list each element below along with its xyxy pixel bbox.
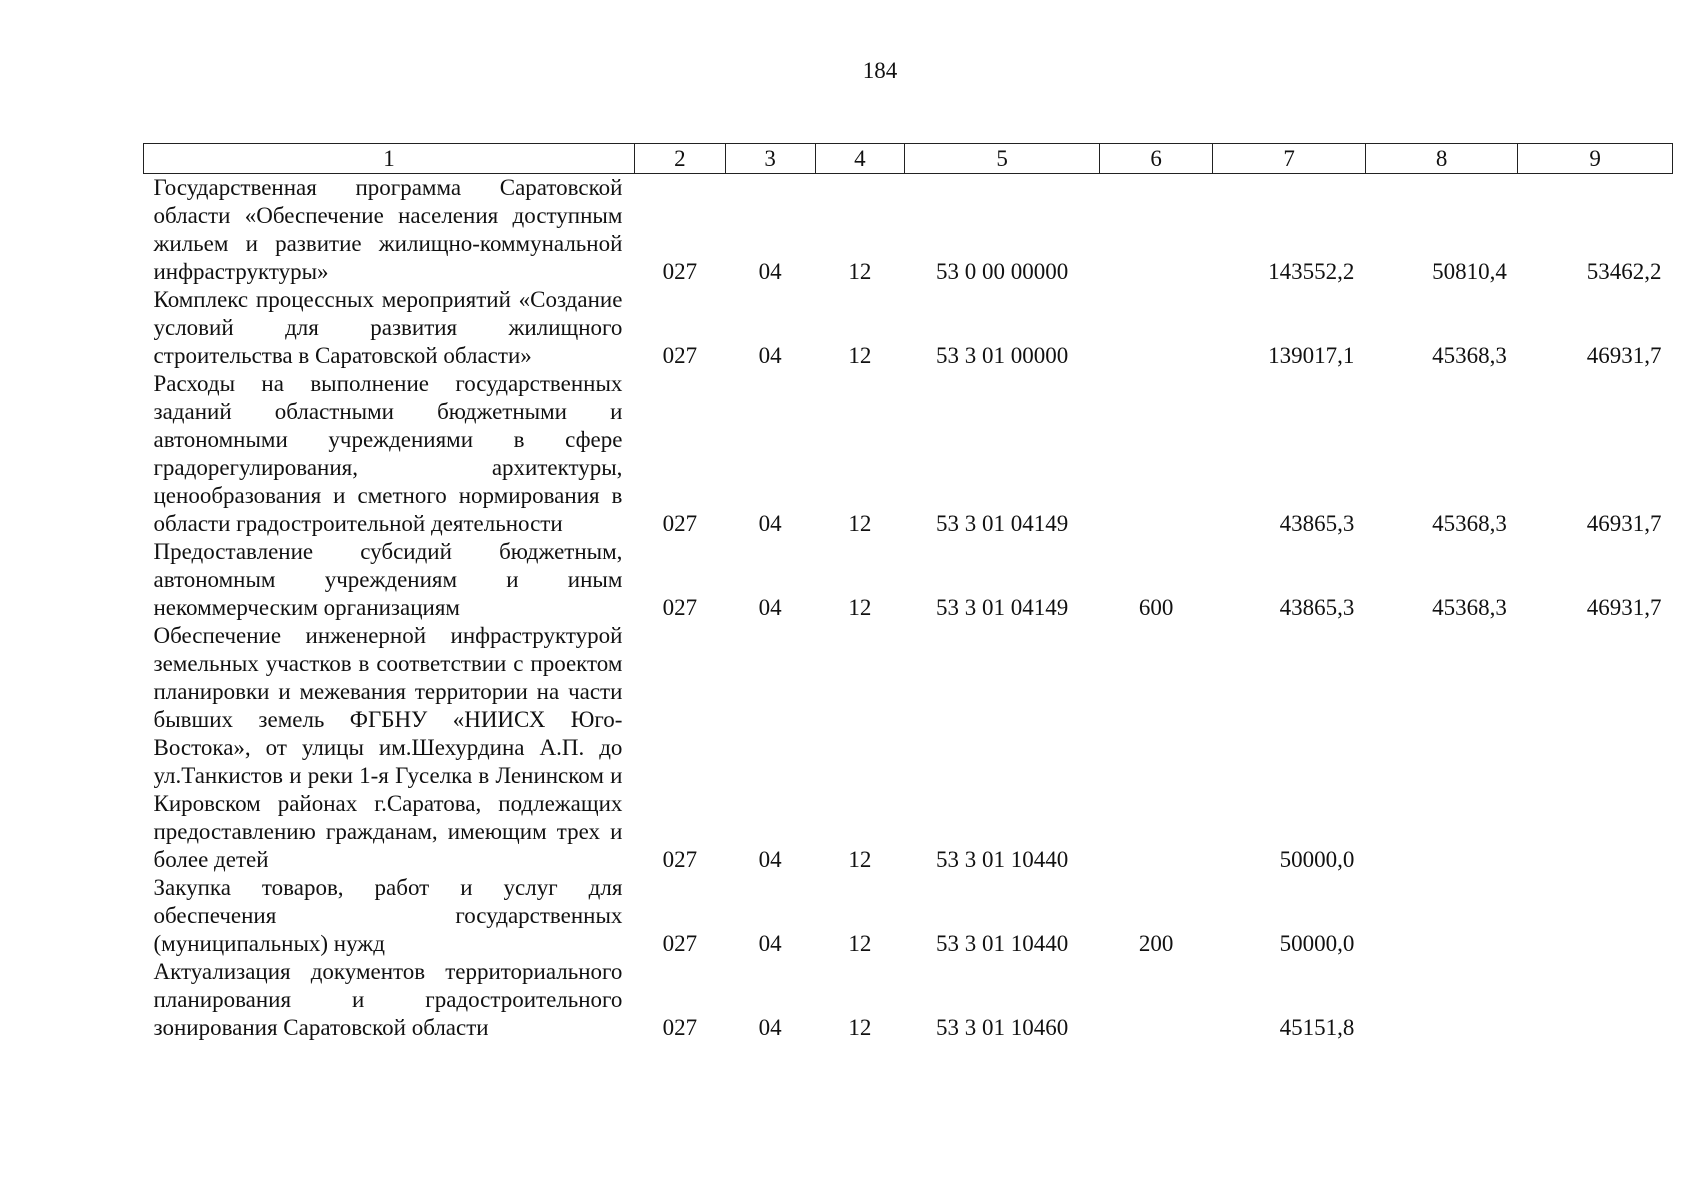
row-ved: 027 bbox=[662, 1015, 698, 1040]
row-amount-2 bbox=[1365, 874, 1517, 958]
row-amount-1: 45151,8 bbox=[1279, 1015, 1355, 1040]
row-amount-1: 139017,1 bbox=[1268, 343, 1355, 368]
row-amount-3: 46931,7 bbox=[1586, 343, 1662, 368]
row-pr: 12 bbox=[848, 343, 872, 368]
row-vr bbox=[1099, 370, 1213, 538]
row-name: Комплекс процессных мероприятий «Создание условий для развития жилищного строительства в Саратовской области» bbox=[153, 287, 623, 368]
row-vr bbox=[1099, 174, 1213, 287]
row-ved: 027 bbox=[662, 931, 698, 956]
row-name: Предоставление субсидий бюджетным, автономным учреждениям и иным некоммерческим организациям bbox=[153, 539, 623, 620]
table-row bbox=[144, 874, 1673, 958]
row-amount-1: 43865,3 bbox=[1279, 595, 1355, 620]
row-pr: 12 bbox=[848, 847, 872, 872]
row-amount-3 bbox=[1518, 958, 1673, 1042]
header-col-7: 7 bbox=[1213, 144, 1365, 174]
table-row bbox=[144, 174, 1673, 287]
row-amount-3 bbox=[1518, 874, 1673, 958]
header-col-6: 6 bbox=[1099, 144, 1213, 174]
row-csr: 53 3 01 04149 bbox=[935, 595, 1069, 620]
header-col-5: 5 bbox=[905, 144, 1100, 174]
row-rz: 04 bbox=[758, 511, 782, 536]
row-csr: 53 0 00 00000 bbox=[935, 259, 1069, 284]
row-amount-3 bbox=[1518, 622, 1673, 874]
header-col-2: 2 bbox=[634, 144, 725, 174]
row-vr bbox=[1099, 958, 1213, 1042]
row-rz: 04 bbox=[758, 1015, 782, 1040]
row-amount-1: 50000,0 bbox=[1279, 931, 1355, 956]
header-col-9: 9 bbox=[1518, 144, 1673, 174]
page-number: 184 bbox=[862, 58, 898, 83]
table-header bbox=[144, 144, 1673, 174]
row-amount-2 bbox=[1365, 958, 1517, 1042]
row-amount-2: 45368,3 bbox=[1432, 595, 1507, 620]
row-ved: 027 bbox=[662, 343, 698, 368]
row-csr: 53 3 01 04149 bbox=[935, 511, 1069, 536]
row-ved: 027 bbox=[662, 511, 698, 536]
row-name: Государственная программа Саратовской области «Обеспечение населения доступным жильем и развитие жилищно-коммунальной инфраструктуры» bbox=[153, 175, 623, 284]
header-col-4: 4 bbox=[815, 144, 905, 174]
row-vr: 200 bbox=[1138, 931, 1174, 956]
row-csr: 53 3 01 00000 bbox=[935, 343, 1069, 368]
budget-table bbox=[143, 143, 1673, 1042]
row-pr: 12 bbox=[848, 931, 872, 956]
row-amount-1: 50000,0 bbox=[1279, 847, 1355, 872]
row-amount-3: 46931,7 bbox=[1586, 595, 1662, 620]
header-col-8: 8 bbox=[1365, 144, 1517, 174]
row-pr: 12 bbox=[848, 259, 872, 284]
header-col-3: 3 bbox=[725, 144, 815, 174]
row-vr bbox=[1099, 286, 1213, 370]
row-vr bbox=[1099, 622, 1213, 874]
row-amount-2: 50810,4 bbox=[1432, 259, 1507, 284]
row-csr: 53 3 01 10460 bbox=[935, 1015, 1069, 1040]
table-body bbox=[144, 174, 1673, 1043]
row-csr: 53 3 01 10440 bbox=[935, 847, 1069, 872]
table-row bbox=[144, 538, 1673, 622]
row-rz: 04 bbox=[758, 595, 782, 620]
row-ved: 027 bbox=[662, 259, 698, 284]
row-name: Закупка товаров, работ и услуг для обеспечения государственных (муниципальных) нужд bbox=[153, 875, 623, 956]
row-rz: 04 bbox=[758, 343, 782, 368]
row-ved: 027 bbox=[662, 847, 698, 872]
row-vr: 600 bbox=[1138, 595, 1174, 620]
row-csr: 53 3 01 10440 bbox=[935, 931, 1069, 956]
table-row bbox=[144, 958, 1673, 1042]
table-row bbox=[144, 286, 1673, 370]
table-row bbox=[144, 370, 1673, 538]
row-rz: 04 bbox=[758, 259, 782, 284]
row-rz: 04 bbox=[758, 847, 782, 872]
row-ved: 027 bbox=[662, 595, 698, 620]
row-amount-2: 45368,3 bbox=[1432, 511, 1507, 536]
row-pr: 12 bbox=[848, 595, 872, 620]
header-col-1: 1 bbox=[144, 144, 635, 174]
row-amount-2 bbox=[1365, 622, 1517, 874]
table-row bbox=[144, 622, 1673, 874]
row-pr: 12 bbox=[848, 1015, 872, 1040]
row-amount-1: 143552,2 bbox=[1268, 259, 1355, 284]
row-amount-3: 46931,7 bbox=[1586, 511, 1662, 536]
row-pr: 12 bbox=[848, 511, 872, 536]
row-amount-1: 43865,3 bbox=[1279, 511, 1355, 536]
header-row bbox=[144, 144, 1673, 174]
row-rz: 04 bbox=[758, 931, 782, 956]
row-name: Расходы на выполнение государственных заданий областными бюджетными и автономными учреждениями в сфере градорегулирования, архитектуры, ценообразования и сметного нормирования в области градостроительной деятельности bbox=[153, 371, 623, 536]
row-name: Обеспечение инженерной инфраструктурой земельных участков в соответствии с проектом планировки и межевания территории на части бывших земель ФГБНУ «НИИСХ Юго-Востока», от улицы им.Шехурдина А.П. до ул.Танкистов и реки 1-я Гуселка в Ленинском и Кировском районах г.Саратова, подлежащих предоставлению гражданам, имеющим трех и более детей bbox=[153, 623, 623, 872]
row-name: Актуализация документов территориального планирования и градостроительного зонирования Саратовской области bbox=[153, 959, 623, 1040]
row-amount-3: 53462,2 bbox=[1586, 259, 1662, 284]
row-amount-2: 45368,3 bbox=[1432, 343, 1507, 368]
